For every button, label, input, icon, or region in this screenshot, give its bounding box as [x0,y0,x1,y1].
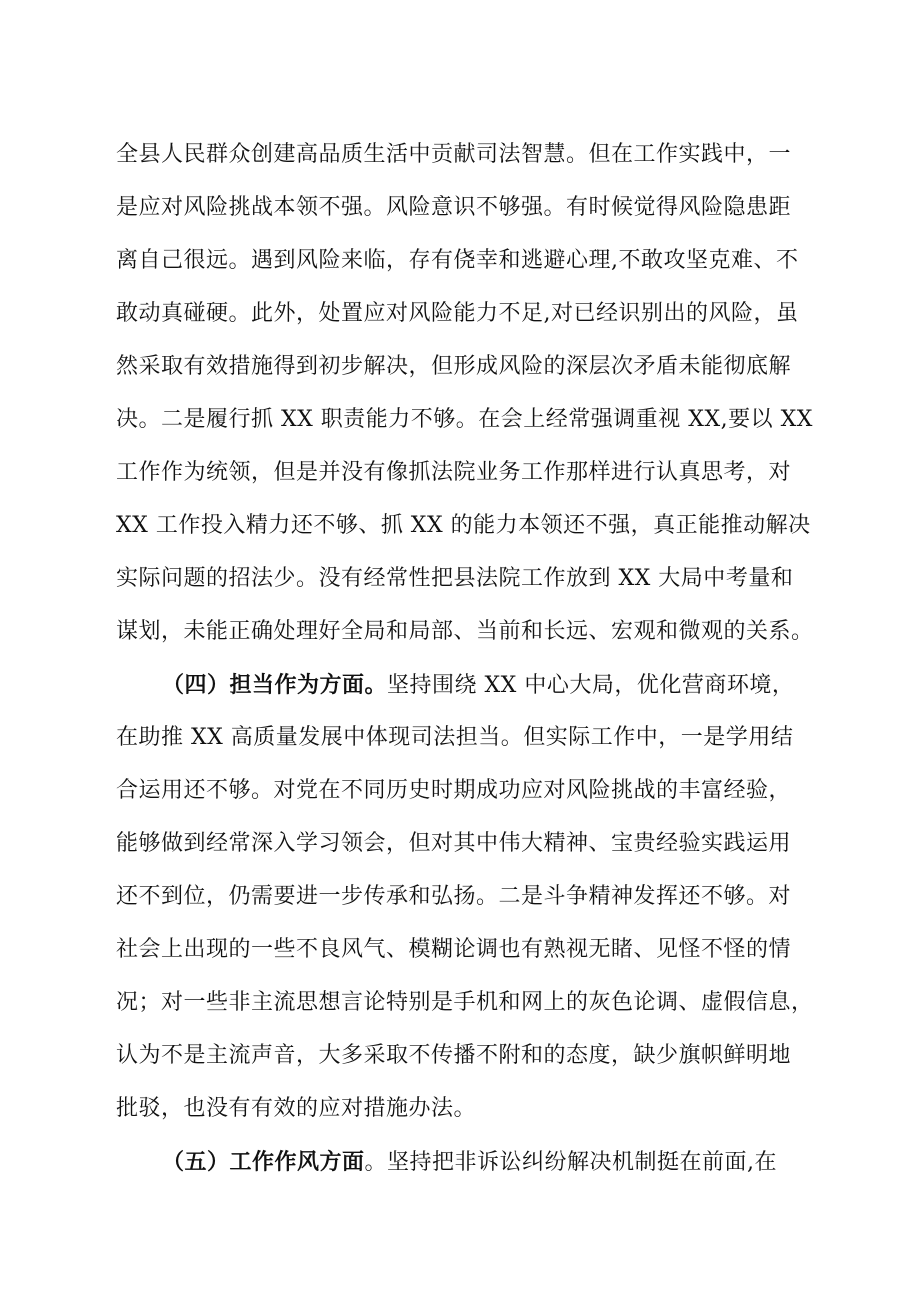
text-line: 敢动真碰硬。此外，处置应对风险能力不足,对已经识别出的风险，虽 [116,301,799,326]
text-line: 合运用还不够。对党在不同历史时期成功应对风险挑战的丰富经验， [116,778,792,803]
text-line: 决。二是履行抓 XX 职责能力不够。在会上经常强调重视 XX,要以 XX [116,407,813,432]
text-line: 批驳，也没有有效的应对措施办法。 [116,1096,477,1121]
text-line: 实际问题的招法少。没有经常性把县法院工作放到 XX 大局中考量和 [116,566,794,591]
text-line: 认为不是主流声音，大多采取不传播不附和的态度，缺少旗帜鲜明地 [116,1043,792,1068]
text-line: 况；对一些非主流思想言论特别是手机和网上的灰色论调、虚假信息， [116,990,814,1015]
text-line: 谋划，未能正确处理好全局和局部、当前和长远、宏观和微观的关系。 [116,619,814,644]
text-line: XX 工作投入精力还不够、抓 XX 的能力本领还不强，真正能推动解决 [116,513,811,538]
text-line: 还不到位，仍需要进一步传承和弘扬。二是斗争精神发挥还不够。对 [116,884,792,909]
text-line: 能够做到经常深入学习领会，但对其中伟大精神、宝贵经验实践运用 [116,831,792,856]
text-line: 然采取有效措施得到初步解决，但形成风险的深层次矛盾未能彻底解 [116,354,792,379]
section-heading: （五）工作作风方面 [162,1149,365,1175]
section-heading-line: （四）担当作为方面。坚持围绕 XX 中心大局，优化营商环境， [162,672,795,698]
text-line: 社会上出现的一些不良风气、模糊论调也有熟视无睹、见怪不怪的情 [116,937,792,962]
text-line: 全县人民群众创建高品质生活中贡献司法智慧。但在工作实践中，一 [116,142,792,167]
text-line: 是应对风险挑战本领不强。风险意识不够强。有时候觉得风险隐患距 [116,195,792,220]
section-heading: （四）担当作为方面。 [162,672,388,698]
text-line: 工作作为统领，但是并没有像抓法院业务工作那样进行认真思考，对 [116,460,792,485]
text-line: 离自己很远。遇到风险来临，存有侥幸和逃避心理,不敢攻坚克难、不 [116,248,799,273]
section-heading-line: （五）工作作风方面。坚持把非诉讼纠纷解决机制挺在前面,在 [162,1149,778,1175]
text-line: 在助推 XX 高质量发展中体现司法担当。但实际工作中，一是学用结 [116,725,794,750]
